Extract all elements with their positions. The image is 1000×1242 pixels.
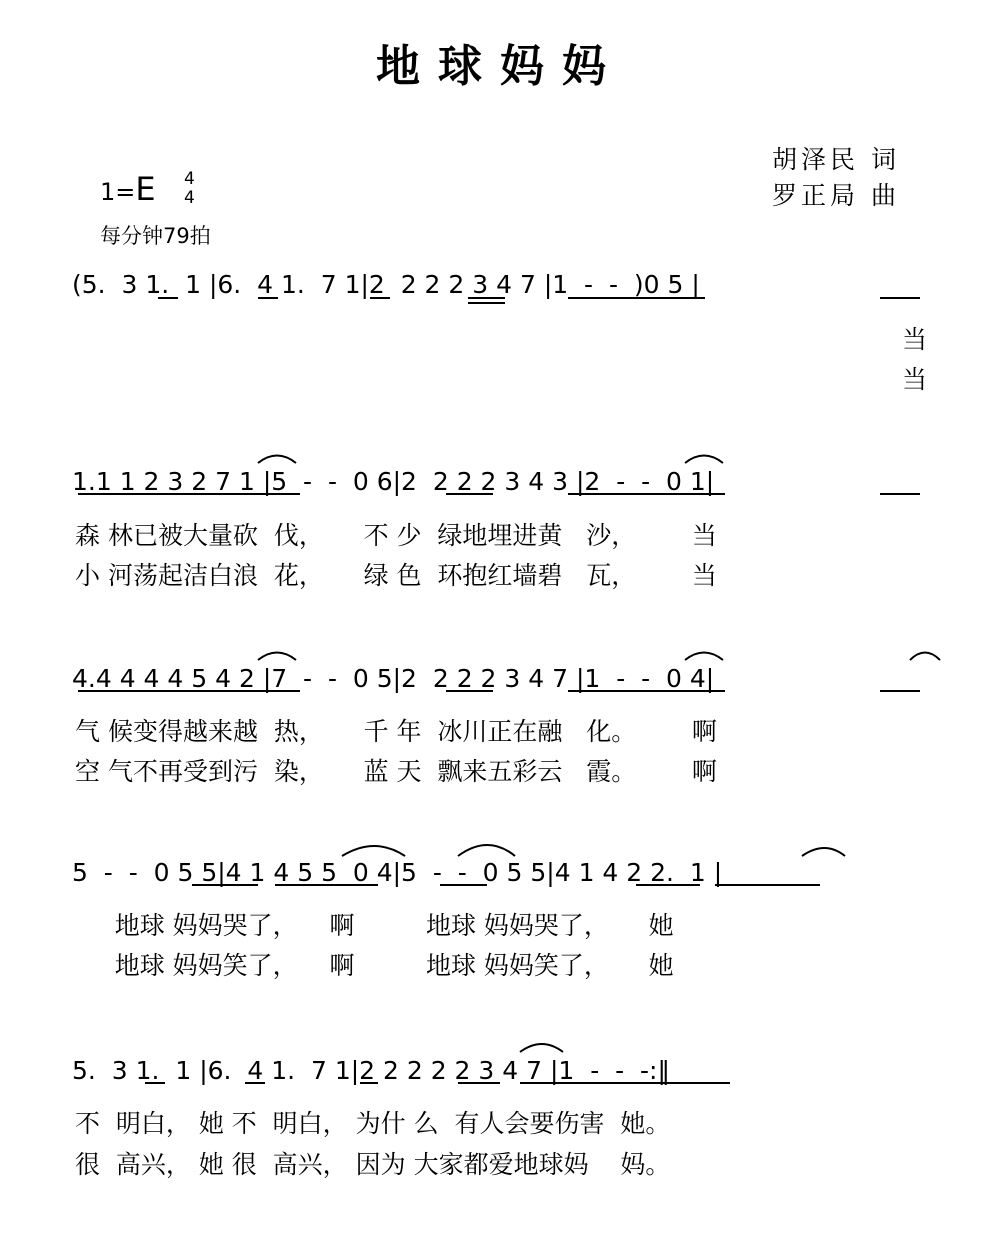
slur-arc	[685, 653, 723, 661]
notation-row-4: 5 - - 0 5 5|4 1 4 5 5 0 4|5 - - 0 5 5|4 1 4 2 2. 1 |	[72, 858, 723, 887]
slur-arc	[802, 848, 845, 856]
slur-arc	[258, 456, 296, 464]
slur-arc	[520, 1044, 563, 1052]
lyric-line-5b: 很 高兴， 她 很 高兴， 因为 大家都爱地球妈 妈。	[75, 1150, 671, 1179]
meter-top: 4	[184, 169, 195, 189]
notation-row-2: 1.1 1 2 3 2 7 1 |5 - - 0 6|2 2 2 2 3 4 3 |2 - - 0 1|	[72, 467, 715, 496]
lyric-line-4b: 地球 妈妈笑了， 啊 地球 妈妈笑了， 她	[75, 951, 674, 980]
pickup-lyric-1b: 当	[902, 365, 928, 394]
lyric-line-3a: 气 候变得越来越 热， 千 年 冰川正在融 化。 啊	[75, 717, 717, 746]
notation-row-1: (5. 3 1. 1 |6. 4 1. 7 1|2 2 2 2 3 4 7 |1 - - )0 5 |	[72, 270, 700, 299]
lyric-line-2a: 森 林已被大量砍 伐， 不 少 绿地埋进黄 沙， 当	[75, 521, 717, 550]
lyricist-credit: 胡泽民 词	[772, 145, 900, 174]
song-title: 地球妈妈	[376, 41, 624, 92]
meter-bottom: 4	[184, 188, 195, 208]
notation-row-5: 5. 3 1. 1 |6. 4 1. 7 1|2 2 2 2 2 3 4 7 |1 - - -:‖	[72, 1056, 670, 1085]
key-prefix: 1=	[100, 178, 136, 206]
tempo-marking: 每分钟79拍	[100, 224, 211, 248]
slur-arc	[342, 846, 405, 856]
notation-row-3: 4.4 4 4 4 5 4 2 |7 - - 0 5|2 2 2 2 3 4 7 |1 - - 0 4|	[72, 664, 715, 693]
lyric-line-2b: 小 河荡起洁白浪 花， 绿 色 环抱红墙碧 瓦， 当	[75, 561, 717, 590]
slur-arc	[458, 845, 515, 856]
lyric-line-3b: 空 气不再受到污 染， 蓝 天 飘来五彩云 霞。 啊	[75, 757, 717, 786]
composer-credit: 罗正局 曲	[772, 181, 900, 210]
slur-arc	[910, 653, 940, 661]
lyric-line-4a: 地球 妈妈哭了， 啊 地球 妈妈哭了， 她	[75, 911, 674, 940]
lyric-line-5a: 不 明白， 她 不 明白， 为什 么 有人会要伤害 她。	[75, 1109, 671, 1138]
pickup-lyric-1a: 当	[902, 325, 928, 354]
key-letter: E	[135, 170, 156, 208]
slur-arc	[258, 653, 296, 661]
slur-arc	[685, 456, 723, 464]
